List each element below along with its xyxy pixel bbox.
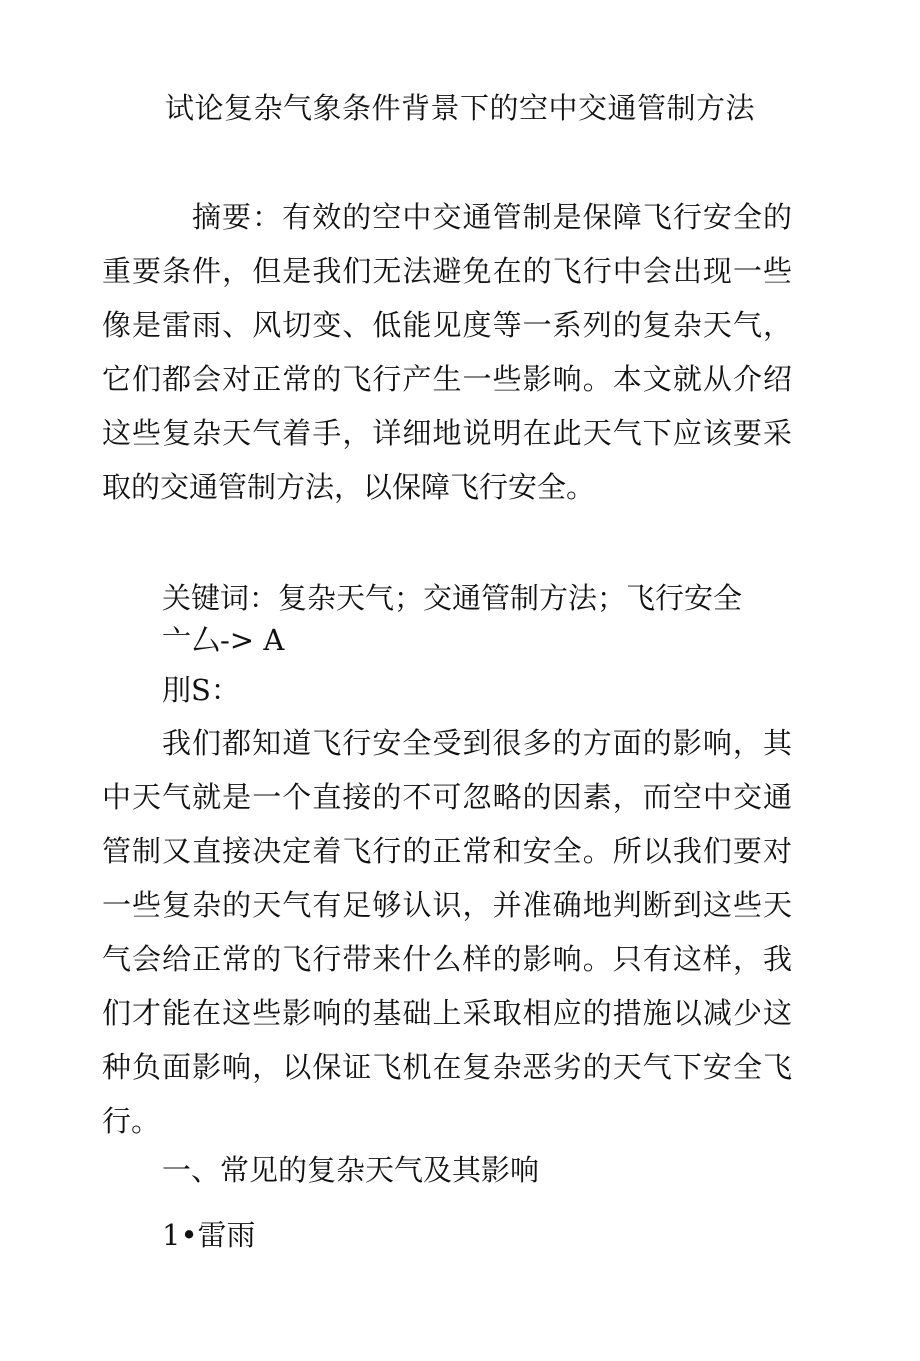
keywords-line: 关键词：复杂天气；交通管制方法；飞行安全 <box>162 581 743 615</box>
document-title: 试论复杂气象条件背景下的空中交通管制方法 <box>164 91 755 125</box>
subsection-heading: 1•雷雨 <box>162 1218 256 1252</box>
intro-paragraph: 我们都知道飞行安全受到很多的方面的影响，其中天气就是一个直接的不可忽略的因素，而空中交通管制又直接决定着飞行的正常和安全。所以我们要对一些复杂的天气有足够认识，并准确地判断到这些天气会给正常的飞行带来什么样的影响。只有这样，我们才能在这些影响的基础上采取相应的措施以减少这种负面影响，以保证飞机在复杂恶劣的天气下安全飞行。 <box>102 726 792 1138</box>
garbled-text-line: 亠厶-> A <box>162 623 285 657</box>
garbled-heading-line: 刖S： <box>162 673 240 707</box>
section-heading: 一、常见的复杂天气及其影响 <box>162 1153 540 1187</box>
abstract-paragraph: 摘要：有效的空中交通管制是保障飞行安全的重要条件，但是我们无法避免在的飞行中会出现一些像是雷雨、风切变、低能见度等一系列的复杂天气，它们都会对正常的飞行产生一些影响。本文就从介绍这些复杂天气着手，详细地说明在此天气下应该要采取的交通管制方法，以保障飞行安全。 <box>102 200 792 504</box>
